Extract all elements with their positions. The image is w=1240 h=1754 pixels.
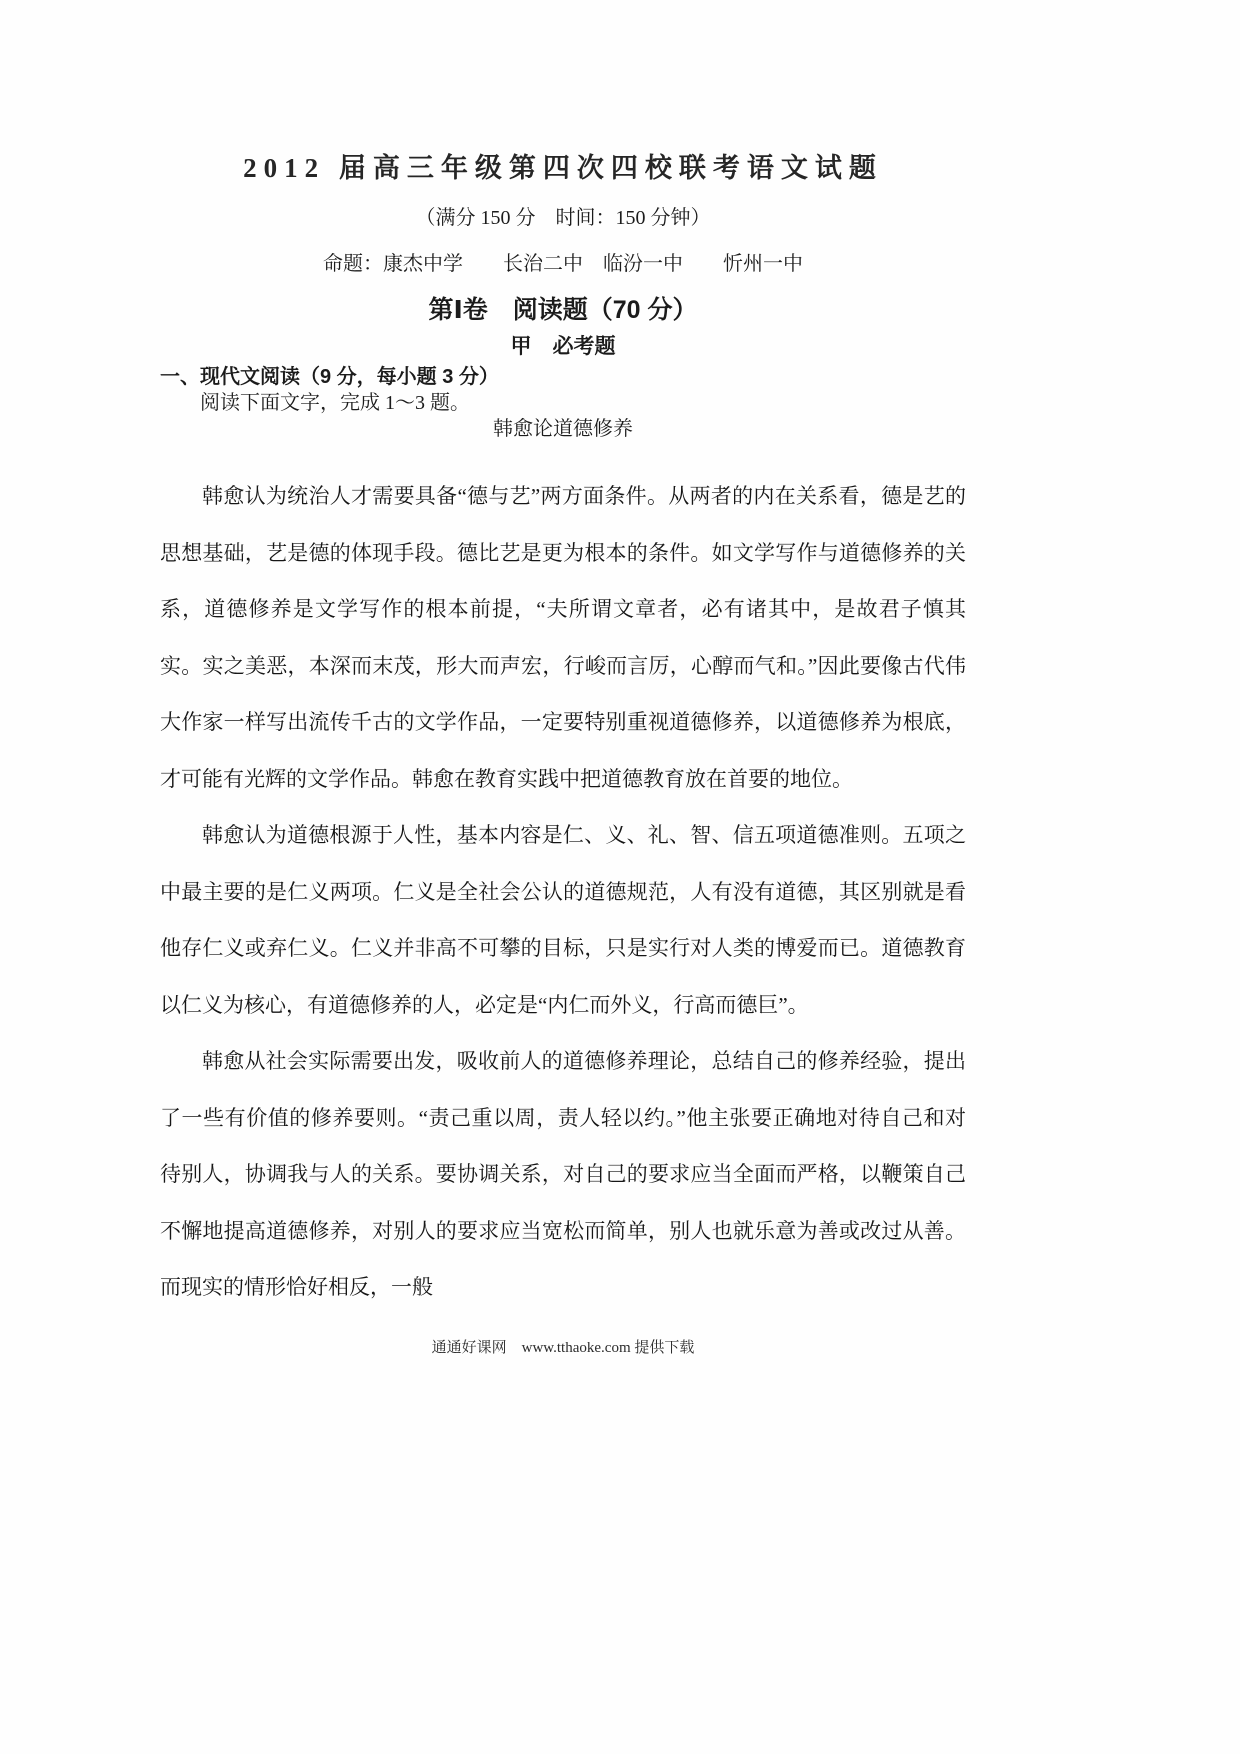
part-heading: 甲 必考题 [510, 335, 616, 358]
section-heading-modern-reading: 一、现代文阅读（9 分，每小题 3 分） [160, 366, 499, 388]
article-title: 韩愈论道德修养 [493, 418, 633, 440]
page-content [160, 0, 966, 1358]
article-paragraph: 韩愈从社会实际需要出发，吸收前人的道德修养理论，总结自己的修养经验，提出了一些有价值的修养要则。“责己重以周，责人轻以约。”他主张要正确地对待自己和对待别人，协调我与人的关系。要协调关系，对自己的要求应当全面而严格，以鞭策自己不懈地提高道德修养，对别人的要求应当宽松而简单，别人也就乐意为善或改过从善。而现实的情形恰好相反，一般 [160, 1049, 966, 1299]
volume-heading: 第Ⅰ卷 阅读题（70 分） [428, 296, 698, 324]
article-paragraph: 韩愈认为统治人才需要具备“德与艺”两方面条件。从两者的内在关系看，德是艺的思想基础，艺是德的体现手段。德比艺是更为根本的条件。如文学写作与道德修养的关系，道德修养是文学写作的根本前提，“夫所谓文章者，必有诸其中，是故君子慎其实。实之美恶，本深而末茂，形大而声宏，行峻而言厉，心醇而气和。”因此要像古代伟大作家一样写出流传千古的文学作品，一定要特别重视道德修养，以道德修养为根底，才可能有光辉的文学作品。韩愈在教育实践中把道德教育放在首要的地位。 [160, 484, 966, 791]
exam-title: 2012 届高三年级第四次四校联考语文试题 [243, 153, 883, 183]
exam-setters-line: 命题：康杰中学 长治二中 临汾一中 忻州一中 [323, 253, 803, 275]
article-body [160, 468, 966, 1316]
exam-score-time-info: （满分 150 分 时间：150 分钟） [415, 207, 711, 229]
article-paragraph: 韩愈认为道德根源于人性，基本内容是仁、义、礼、智、信五项道德准则。五项之中最主要的是仁义两项。仁义是全社会公认的道德规范，人有没有道德，其区别就是看他存仁义或弃仁义。仁义并非高不可攀的目标，只是实行对人类的博爱而已。道德教育以仁义为核心，有道德修养的人，必定是“内仁而外义，行高而德巨”。 [160, 823, 966, 1017]
footer-download-credit: 通通好课网 www.tthaoke.com 提供下载 [431, 1339, 695, 1356]
reading-instruction: 阅读下面文字，完成 1～3 题。 [200, 392, 470, 414]
